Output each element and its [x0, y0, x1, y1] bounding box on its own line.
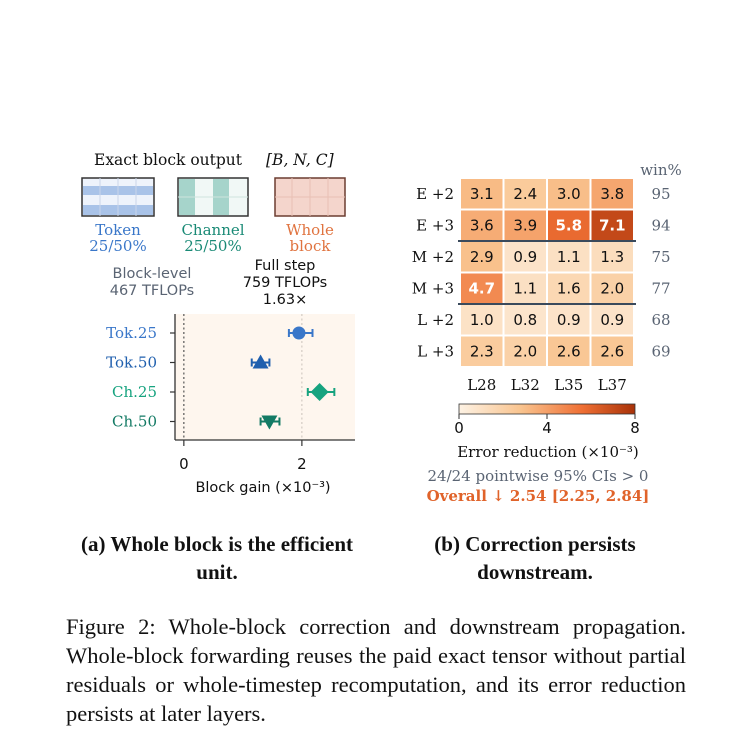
- whole-mode-sub: block: [289, 237, 331, 255]
- panel-b: [412, 161, 682, 505]
- heatmap-col-label: L32: [510, 376, 540, 394]
- win-pct-value: 95: [651, 184, 671, 203]
- win-pct-value: 69: [651, 342, 671, 361]
- heatmap-cell-label: 2.4: [513, 184, 538, 203]
- figure-caption: Figure 2: Whole-block correction and downstream propagation. Whole-block forwarding reuses the paid exact tensor without partial residuals or whole-timestep recomputation, and its error reduction persists at later layers.: [66, 614, 686, 726]
- win-pct-value: 68: [651, 310, 671, 329]
- heatmap-cell-label: 2.3: [469, 342, 494, 361]
- block-level-label: Block-level: [112, 266, 192, 282]
- heatmap-cell-label: 1.1: [513, 279, 538, 298]
- heatmap-cell-label: 1.6: [556, 279, 581, 298]
- heatmap-cell-label: 0.8: [513, 310, 538, 329]
- heatmap-col-label: L35: [554, 376, 584, 394]
- full-step-label: Full step: [254, 258, 316, 274]
- colorbar-tick-label: 8: [630, 419, 640, 437]
- heatmap-cell-label: 7.1: [598, 216, 626, 235]
- colorbar-ticks: [454, 414, 640, 437]
- heatmap-row-label: E +3: [416, 216, 454, 235]
- heatmap-cell-label: 1.3: [600, 247, 625, 266]
- token-mode-sub: 25/50%: [89, 237, 147, 255]
- colorbar-tick-label: 0: [454, 419, 464, 437]
- heatmap-cell-label: 1.0: [469, 310, 494, 329]
- token-mode-icon: [82, 178, 154, 216]
- full-step-tflops: 759 TFLOPs: [242, 275, 328, 291]
- whole-block-mode-icon: [275, 178, 345, 216]
- heatmap-cell-label: 3.9: [513, 216, 538, 235]
- heatmap-cell-label: 3.8: [600, 184, 625, 203]
- heatmap-cell-label: 0.9: [513, 247, 538, 266]
- gain-marker: [292, 327, 305, 340]
- win-pct-value: 77: [651, 279, 671, 298]
- ci-summary: 24/24 pointwise 95% CIs > 0: [427, 467, 649, 485]
- gain-y-tick-label: Tok.50: [106, 353, 157, 372]
- heatmap-row-label: E +2: [416, 184, 454, 203]
- heatmap-cell-label: 4.7: [468, 279, 496, 298]
- colorbar-label: Error reduction (×10⁻³): [457, 443, 639, 461]
- heatmap-cell-label: 2.6: [600, 342, 625, 361]
- win-pct-header: win%: [640, 161, 682, 179]
- heatmap-row-label: M +3: [411, 279, 454, 298]
- panel-a-header: Exact block output: [94, 151, 243, 169]
- heatmap-row-label: M +2: [411, 247, 454, 266]
- overall-summary: Overall ↓ 2.54 [2.25, 2.84]: [426, 487, 650, 505]
- heatmap-cell-label: 1.1: [556, 247, 581, 266]
- heatmap-cell-label: 2.9: [469, 247, 494, 266]
- colorbar: [459, 404, 635, 414]
- gain-y-tick-label: Ch.50: [112, 412, 157, 431]
- token-mode-label: Token: [95, 221, 141, 239]
- heatmap-cell-label: 2.0: [600, 279, 625, 298]
- full-step-speedup: 1.63×: [262, 292, 308, 308]
- channel-mode-label: Channel: [181, 221, 245, 239]
- panel-a-caption: (a) Whole block is the efficient unit.: [81, 532, 353, 584]
- gain-y-tick-label: Ch.25: [112, 383, 157, 401]
- panel-a-header-math: [B, N, C]: [266, 151, 334, 169]
- panel-b-caption: (b) Correction persists downstream.: [434, 532, 636, 584]
- heatmap-col-label: L28: [467, 376, 497, 394]
- heatmap-row-label: L +3: [417, 342, 454, 361]
- heatmap-cell-label: 2.0: [513, 342, 538, 361]
- gain-x-label: Block gain (×10⁻³): [195, 480, 331, 496]
- win-pct-value: 75: [651, 247, 671, 266]
- colorbar-tick-label: 4: [542, 419, 552, 437]
- heatmap-cell-label: 3.1: [469, 184, 494, 203]
- heatmap-row-label: L +2: [417, 310, 454, 329]
- gain-y-tick-label: Tok.25: [106, 324, 157, 342]
- heatmap-cell-label: 3.6: [469, 216, 494, 235]
- channel-mode-sub: 25/50%: [184, 237, 242, 255]
- heatmap-cell-label: 5.8: [555, 216, 583, 235]
- win-pct-value: 94: [651, 216, 671, 235]
- heatmap: [412, 178, 671, 394]
- block-level-tflops: 467 TFLOPs: [109, 283, 195, 299]
- heatmap-cell-label: 0.9: [600, 310, 625, 329]
- heatmap-cell-label: 0.9: [556, 310, 581, 329]
- channel-mode-icon: [178, 178, 248, 216]
- heatmap-col-label: L37: [597, 376, 627, 394]
- whole-mode-label: Whole: [286, 221, 334, 239]
- gain-x-ticks: [179, 440, 307, 473]
- heatmap-cell-label: 2.6: [556, 342, 581, 361]
- gain-x-tick-label: 0: [179, 455, 189, 473]
- heatmap-cell-label: 3.0: [556, 184, 581, 203]
- panel-a: [82, 151, 355, 496]
- gain-x-tick-label: 2: [297, 455, 307, 473]
